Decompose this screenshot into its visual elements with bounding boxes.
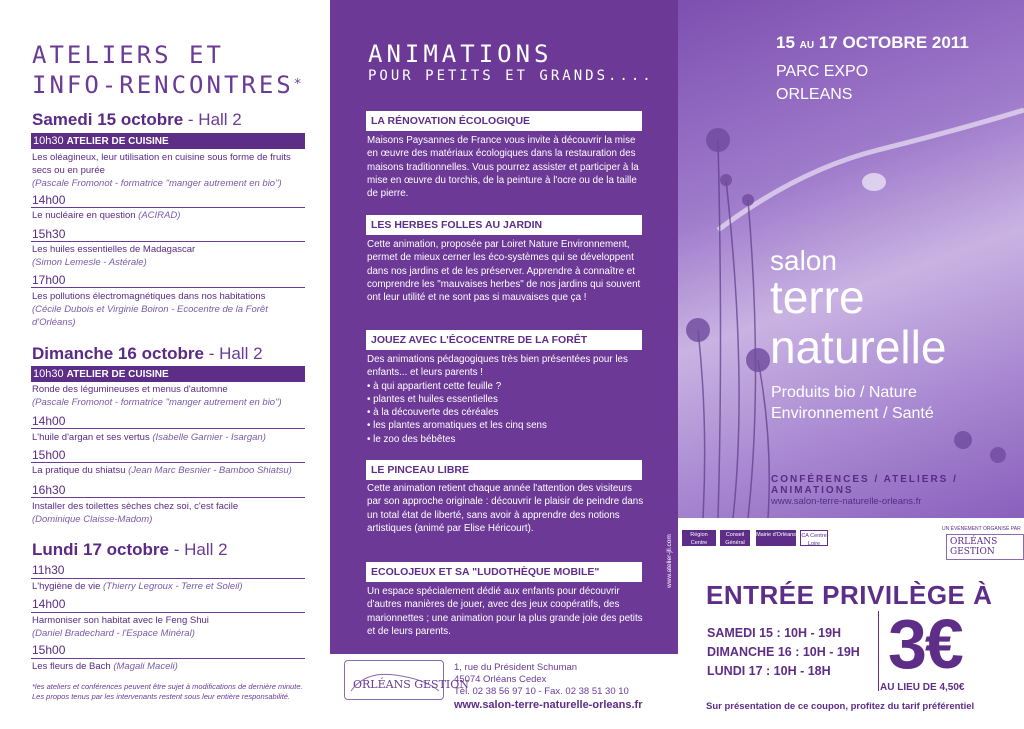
divider	[31, 578, 305, 579]
slot-time: 17h00	[32, 273, 66, 287]
schedule-line: LUNDI 17 : 10H - 18H	[707, 664, 831, 678]
website-link[interactable]: www.salon-terre-naturelle-orleans.fr	[454, 699, 643, 711]
block-heading: LES HERBES FOLLES AU JARDIN	[366, 215, 642, 235]
organizer-logo: ORLÉANS GESTION	[946, 534, 1024, 560]
terre-word: terre	[770, 271, 865, 323]
block-text: Un espace spécialement dédié aux enfants pour découvrir d'autres manières de jouer, avec des jeux coopératifs, des marionnettes ; une animation pour la plus grande joie des petits et de leurs parents.	[367, 586, 643, 637]
info-rencontres-title: INFO-RENCONTRES*	[32, 71, 305, 99]
slot-time: 11h30	[32, 563, 65, 577]
coupon-title: ENTRÉE PRIVILÈGE À	[706, 580, 993, 610]
orleans-gestion-logo	[344, 660, 469, 700]
left-panel	[0, 0, 330, 729]
divider	[31, 612, 305, 613]
activities-line: CONFÉRENCES / ATELIERS / ANIMATIONS	[771, 474, 958, 496]
cover-panel	[678, 0, 1024, 518]
block-text: Cette animation, proposée par Loiret Nature Environnement, permet de mieux cerner les éco-systèmes qui se développent dans nos jardins et de les préserver. Apprendre à connaître et comprendre les "mauvaises herbes" de nos jardins qui souvent ont leur utilité et ne sont pas si mauvaises que ça !	[367, 239, 641, 304]
schedule-line: DIMANCHE 16 : 10H - 19H	[707, 645, 860, 659]
slot-desc: Les oléagineux, leur utilisation en cuisine sous forme de fruits secs ou en purée (Pascale Fromonot - formatrice "manger autrement en bio")	[32, 152, 291, 189]
side-url: www.atelier-jll.com	[666, 534, 673, 588]
block-heading: LA RÉNOVATION ÉCOLOGIQUE	[366, 111, 642, 131]
schedule-line: SAMEDI 15 : 10H - 19H	[707, 626, 842, 640]
city: ORLEANS	[776, 86, 853, 103]
divider	[31, 241, 305, 242]
workshop-bar: 10h30 ATELIER DE CUISINE	[31, 366, 305, 382]
divider	[31, 207, 305, 208]
block-text: Maisons Paysannes de France vous invite à découvrir la mise en œuvre des matériaux écologiques dans la restauration des maisons traditionnelles. Vous pourrez assister et participer à la mise en œuvre du torchis, de la peinture à l'ocre ou de la taille de pierre.	[367, 135, 639, 200]
animations-title: ANIMATIONS	[368, 40, 553, 68]
slot-desc: Les huiles essentielles de Madagascar (Simon Lemesle - Astérale)	[32, 244, 196, 268]
privilege-coupon	[678, 518, 1024, 729]
svg-text:ORLÉANS GESTION: ORLÉANS GESTION	[353, 678, 469, 691]
phone-line: Tél. 02 38 56 97 10 - Fax. 02 38 51 30 10	[454, 686, 629, 697]
partner-logo: Mairie d'Orléans	[756, 530, 796, 546]
animations-subtitle: POUR PETITS ET GRANDS....	[368, 68, 654, 84]
block-heading: JOUEZ AVEC L'ÉCOCENTRE DE LA FORÊT	[366, 330, 642, 350]
tagline: Environnement / Santé	[771, 405, 934, 422]
organizer-note: UN ÉVÉNEMENT ORGANISÉ PAR	[942, 526, 1021, 532]
venue: PARC EXPO	[776, 63, 869, 80]
address-block	[330, 654, 678, 729]
slot-desc: L'huile d'argan et ses vertus (Isabelle Garnier - Isargan)	[32, 432, 266, 443]
slot-time: 15h00	[32, 643, 66, 657]
divider	[31, 462, 305, 463]
salon-word: salon	[770, 245, 837, 276]
block-text: Cette animation retient chaque année l'attention des visiteurs par son approche originale : découvrir le plaisir de peindre dans un total état de liberté, sans avoir à apprendre des notions artistiques (animé par Elise Héricourt).	[367, 483, 644, 534]
divider	[31, 428, 305, 429]
day-heading-dimanche: Dimanche 16 octobre - Hall 2	[32, 344, 263, 363]
website-link[interactable]: www.salon-terre-naturelle-orleans.fr	[771, 496, 922, 507]
slot-desc: Les pollutions électromagnétiques dans nos habitations (Cécile Dubois et Virginie Boiron - Ecocentre de la Forêt d'Orléans)	[32, 291, 268, 328]
address-line: 45074 Orléans Cedex	[454, 674, 547, 685]
slot-desc: Le nucléaire en question (ACIRAD)	[32, 210, 181, 221]
divider	[878, 611, 879, 691]
slot-desc: Harmoniser son habitat avec le Feng Shui (Daniel Bradechard - l'Espace Minéral)	[32, 615, 209, 639]
slot-desc: Les fleurs de Bach (Magali Maceli)	[32, 661, 178, 672]
divider	[31, 287, 305, 288]
partner-logo: CA Centre Loire	[800, 530, 828, 546]
slot-time: 14h00	[32, 193, 66, 207]
slot-desc: La pratique du shiatsu (Jean Marc Besnier - Bamboo Shiatsu)	[32, 465, 292, 476]
slot-desc: Ronde des légumineuses et menus d'automne (Pascale Fromonot - formatrice "manger autrement en bio")	[32, 384, 282, 408]
address-line: 1, rue du Président Schuman	[454, 662, 578, 673]
block-heading: ECOLOJEUX ET SA "LUDOTHÈQUE MOBILE"	[366, 562, 642, 582]
slot-time: 14h00	[32, 597, 66, 611]
block-heading: LE PINCEAU LIBRE	[366, 460, 642, 480]
divider	[31, 497, 305, 498]
animations-panel	[330, 0, 678, 654]
slot-time: 15h30	[32, 227, 66, 241]
block-text: Des animations pédagogiques très bien présentées pour les enfants... et leurs parents ! • à qui appartient cette feuille ? • plantes et huiles essentielles • à la découverte des céréales • les plantes aromatiques et les cinq sens • le zoo des bébêtes	[367, 354, 628, 445]
partner-logo: Région Centre	[682, 530, 716, 546]
divider	[31, 658, 305, 659]
original-price: AU LIEU DE 4,50€	[880, 682, 965, 693]
naturelle-word: naturelle	[770, 321, 947, 373]
workshop-bar: 10h30 ATELIER DE CUISINE	[31, 133, 305, 149]
footnote: *les ateliers et conférences peuvent être sujet à modifications de dernière minute. Les propos tenus par les intervenants restent sous leur entière responsabilité.	[32, 682, 303, 701]
event-dates: 15 AU 17 OCTOBRE 2011	[776, 33, 969, 52]
slot-desc: Installer des toilettes sèches chez soi, c'est facile (Dominique Claisse-Madom)	[32, 501, 239, 525]
tagline: Produits bio / Nature	[771, 384, 917, 401]
slot-time: 16h30	[32, 483, 66, 497]
day-heading-lundi: Lundi 17 octobre - Hall 2	[32, 540, 228, 559]
price: 3€	[888, 605, 962, 683]
slot-time: 14h00	[32, 414, 66, 428]
slot-desc: L'hygiène de vie (Thierry Legroux - Terre et Soleil)	[32, 581, 243, 592]
partner-logo: Conseil Général	[720, 530, 750, 546]
day-heading-samedi: Samedi 15 octobre - Hall 2	[32, 110, 242, 129]
coupon-note: Sur présentation de ce coupon, profitez du tarif préférentiel	[706, 701, 975, 712]
slot-time: 15h00	[32, 448, 66, 462]
ateliers-title: ATELIERS ET	[32, 41, 224, 69]
